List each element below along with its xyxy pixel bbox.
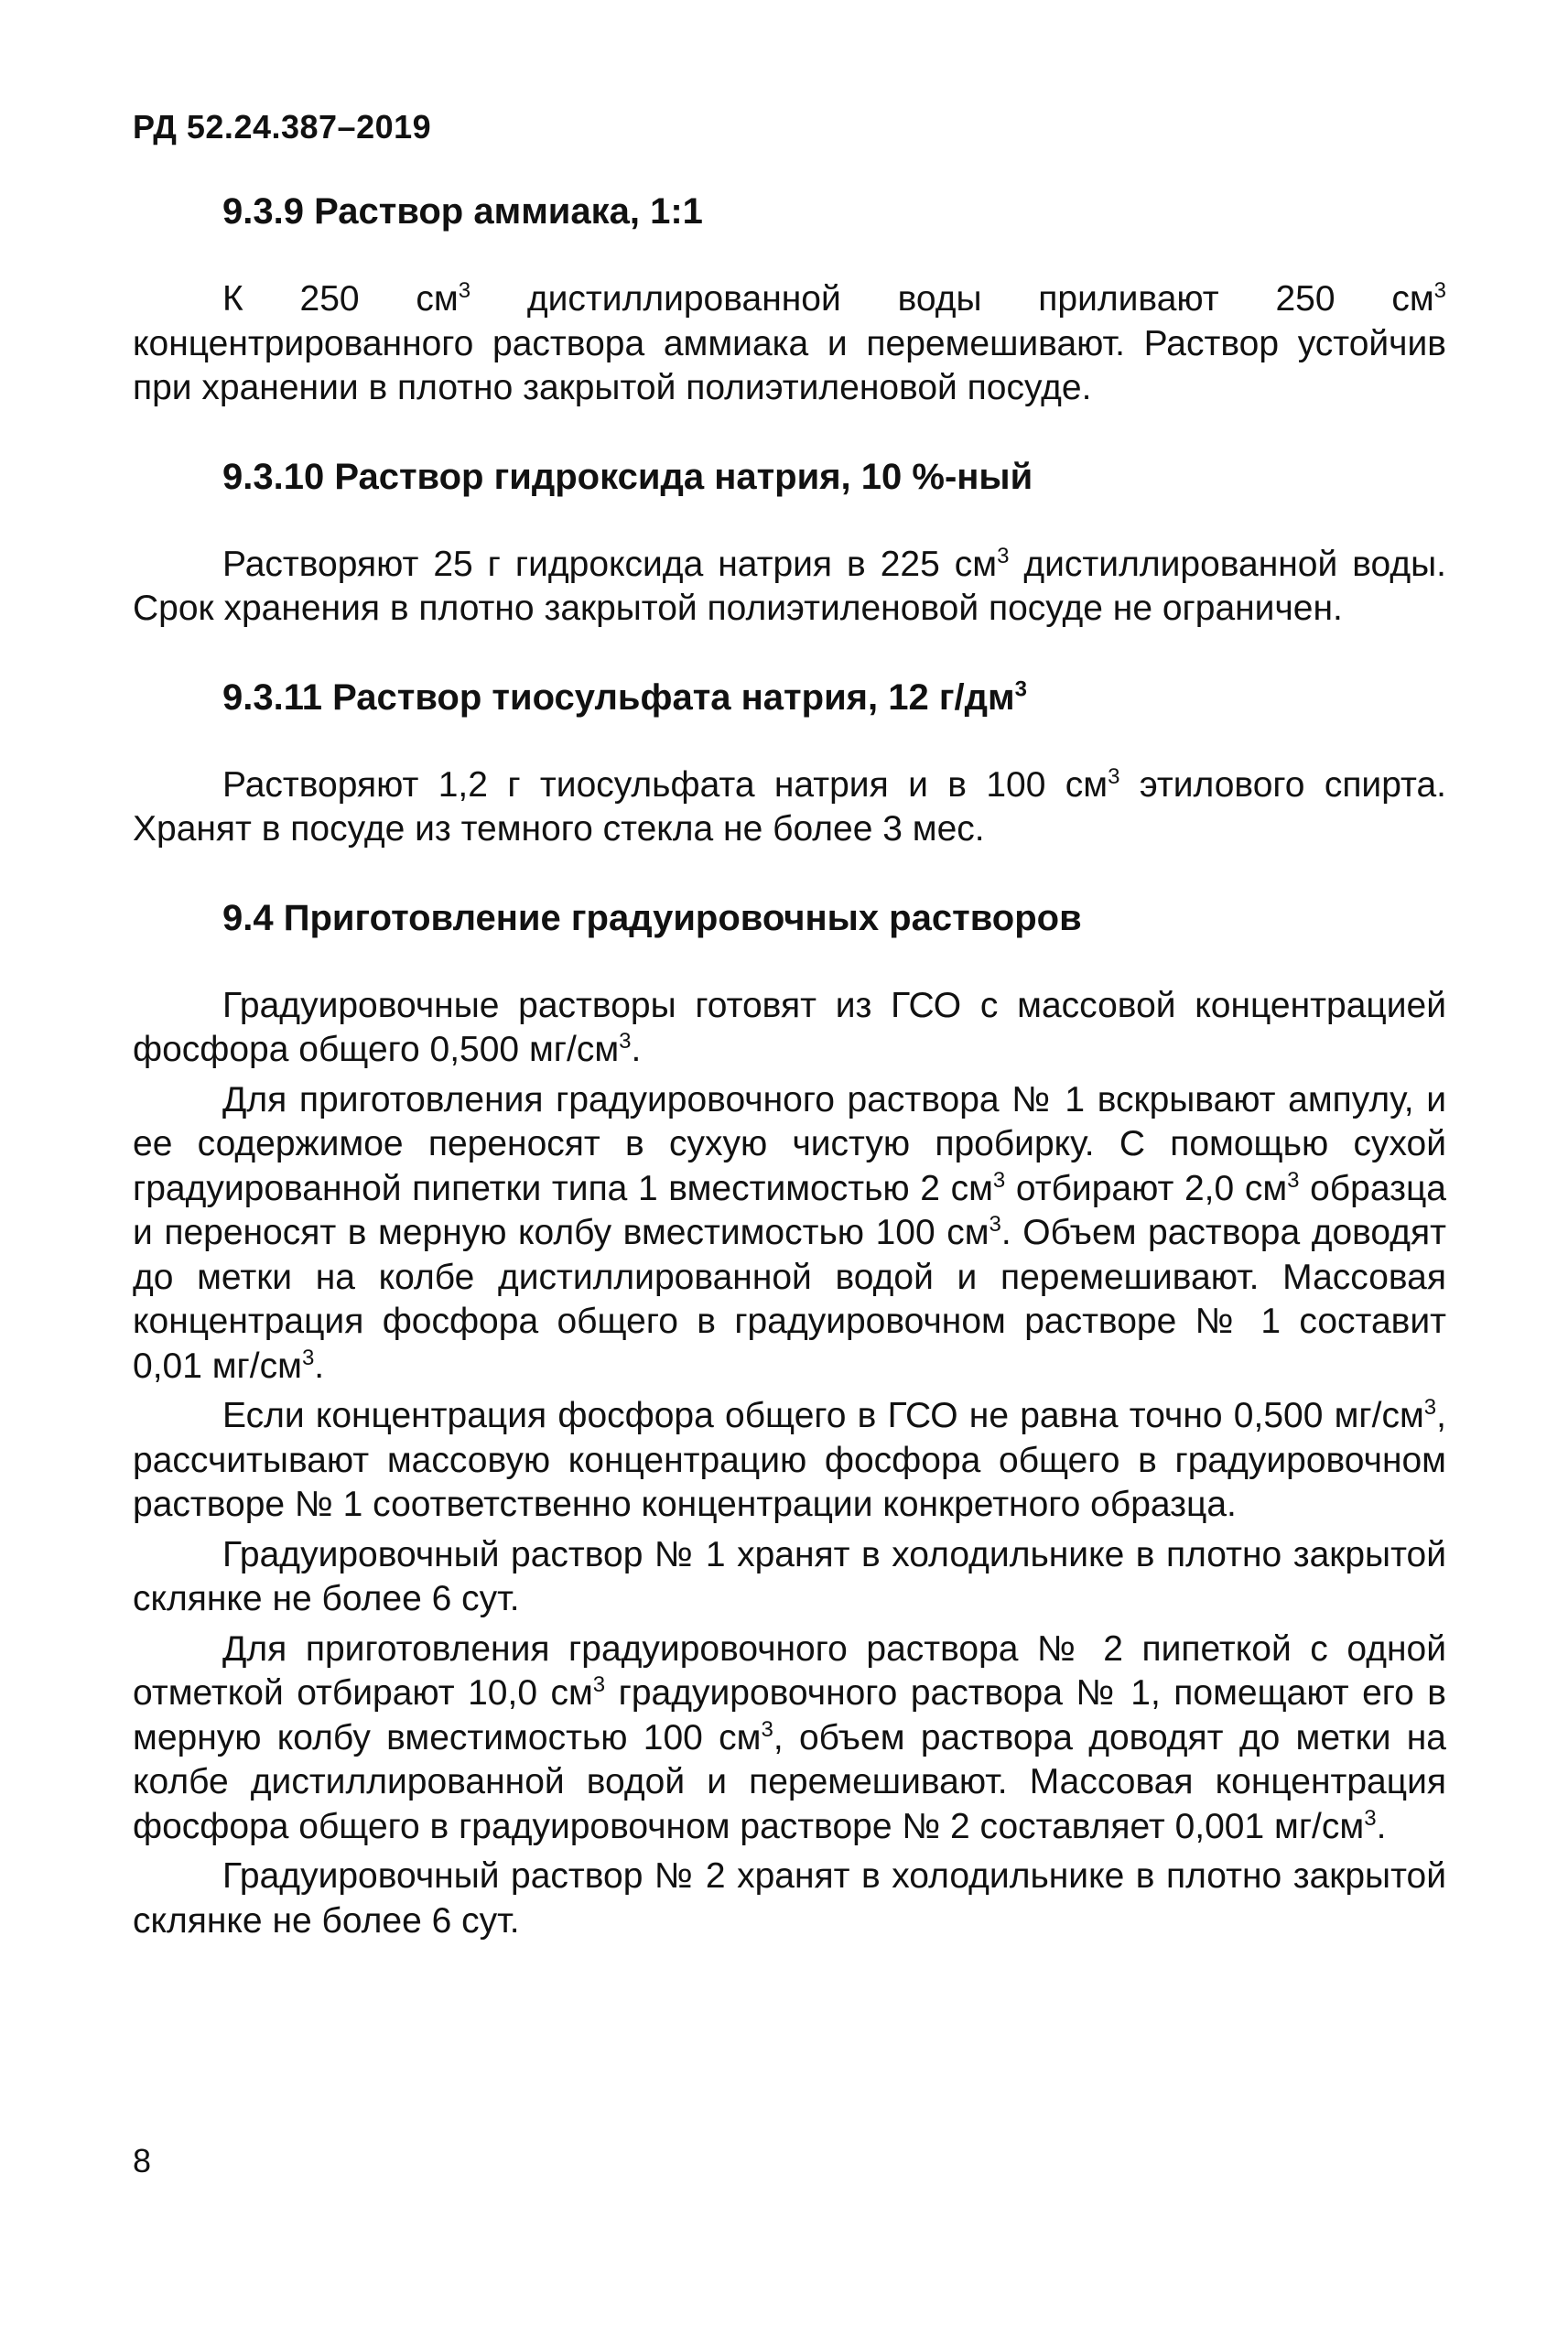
paragraph-storage-solution-2: Градуировочный раствор № 2 хранят в холодильнике в плотно закрытой склянке не более 6 сут.	[133, 1856, 1446, 1941]
document-code-header: РД 52.24.387–2019	[133, 108, 432, 146]
paragraph-sodium-thiosulfate: Растворяют 1,2 г тиосульфата натрия и в 100 $см^3$ этилового спирта. Хранят в посуде из темного стекла не более 3 мес.	[133, 763, 1447, 849]
section-heading-9-3-9: 9.3.9 Раствор аммиака, 1:1	[222, 191, 703, 232]
paragraph-concentration-correction: Если концентрация фосфора общего в ГСО не равна точно 0,500 $мг/см^3$, рассчитывают массовую концентрацию фосфора общего в градуировочном растворе № 1 соответственно концентрации конкретного образца.	[133, 1395, 1446, 1524]
section-heading-9-3-10: 9.3.10 Раствор гидроксида натрия, 10 %-ный	[222, 456, 1033, 497]
paragraph-calibration-intro: Градуировочные растворы готовят из ГСО с массовой концентрацией фосфора общего 0,500 $мг/см^3$.	[133, 985, 1446, 1069]
section-heading-9-3-11: 9.3.11 Раствор тиосульфата натрия, 12 $г/дм^3$	[222, 676, 1027, 718]
paragraph-sodium-hydroxide: Растворяют 25 г гидроксида натрия в 225 $см^3$ дистиллированной воды. Срок хранения в плотно закрытой полиэтиленовой посуде не ограничен.	[133, 543, 1446, 628]
paragraph-calibration-solution-2: Для приготовления градуировочного раствора № 2 пипеткой с одной отметкой отбирают 10,0 $см^3$ градуировочного раствора № 1, помещают его в мерную колбу вместимостью 100 $см^3$, объем раствора доводят до метки на колбе дистиллированной водой и перемешивают. Массовая концентрация фосфора общего в градуировочном растворе № 2 составляет 0,001 $мг/см^3$.	[133, 1628, 1447, 1846]
paragraph-calibration-solution-1: Для приготовления градуировочного раствора № 1 вскрывают ампулу, и ее содержимое переносят в сухую чистую пробирку. С помощью сухой градуированной пипетки типа 1 вместимостью 2 $см^3$ отбирают 2,0 $см^3$ образца и переносят в мерную колбу вместимостью 100 $см^3$. Объем раствора доводят до метки на колбе дистиллированной водой и перемешивают. Массовая концентрация фосфора общего в градуировочном растворе № 1 составит 0,01 $мг/см^3$.	[133, 1079, 1446, 1386]
paragraph-ammonia-solution: К 250 $см^3$ дистиллированной воды приливают 250 $см^3$ концентрированного раствора аммиака и перемешивают. Раствор устойчив при хранении в плотно закрытой полиэтиленовой посуде.	[133, 278, 1446, 407]
section-heading-9-4: 9.4 Приготовление градуировочных растворов	[222, 897, 1082, 938]
document-body	[133, 188, 1446, 1943]
page-number: 8	[133, 2142, 152, 2179]
paragraph-storage-solution-1: Градуировочный раствор № 1 хранят в холодильнике в плотно закрытой склянке не более 6 сут.	[133, 1534, 1446, 1618]
